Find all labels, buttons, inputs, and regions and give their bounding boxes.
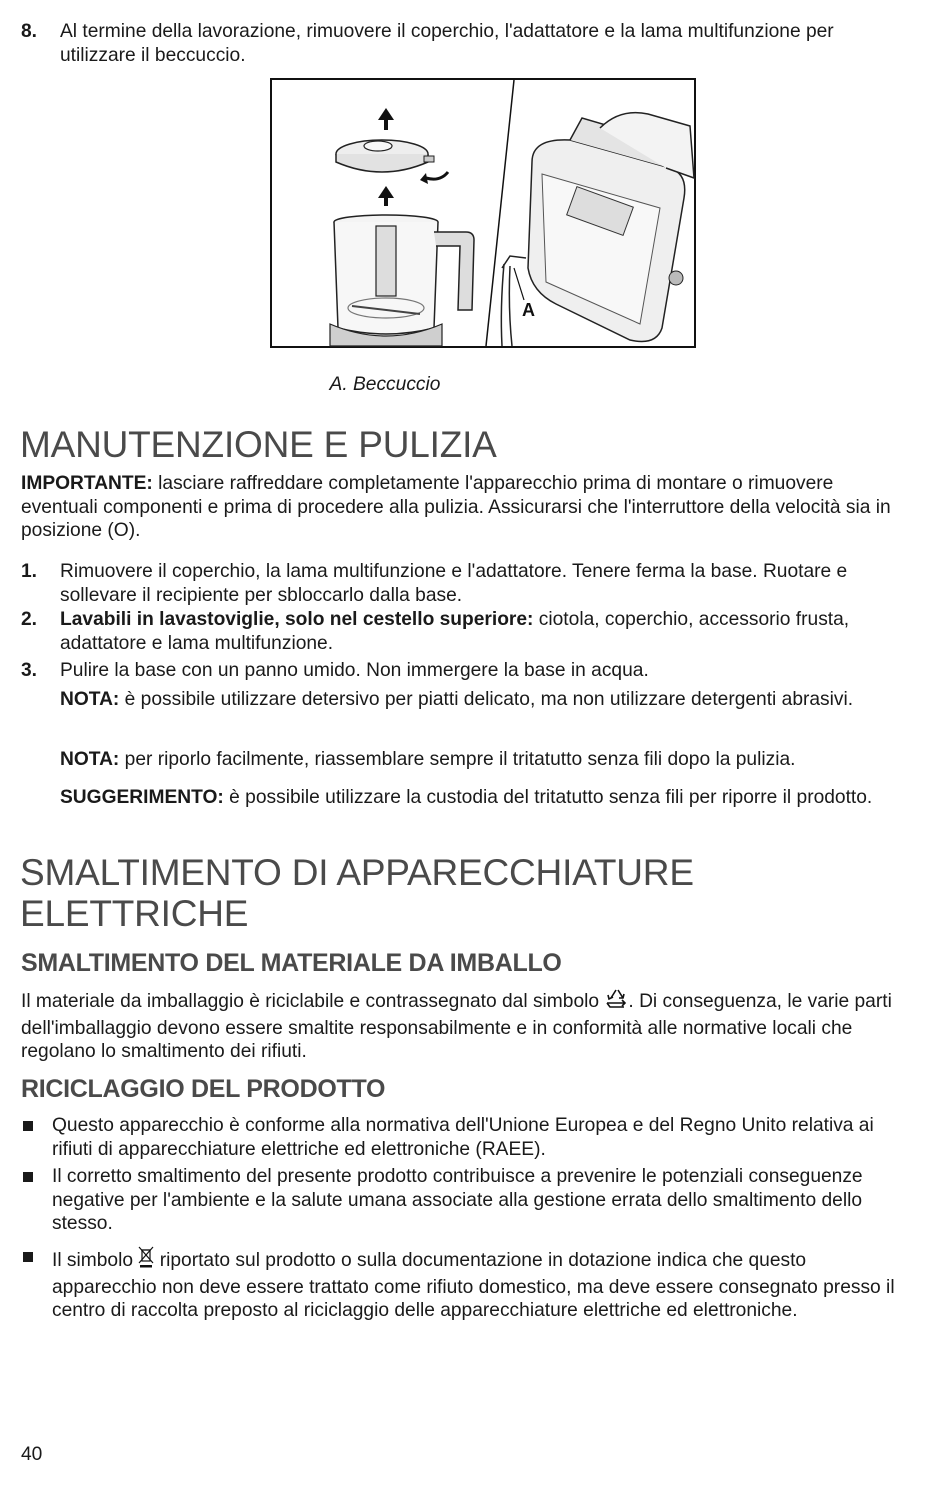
bullet-text: Questo apparecchio è conforme alla normativa dell'Unione Europea e del Regno Unito relativa ai rifiuti di apparecchiature elettriche ed elettroniche (RAEE). [52, 1115, 874, 1160]
maintenance-step-3 [21, 659, 911, 683]
note-text: per riporlo facilmente, riassemblare sempre il tritatutto senza fili dopo la pulizia. [119, 749, 796, 770]
recycling-bullet-1 [21, 1114, 911, 1161]
step-number: 8. [21, 21, 38, 42]
step-rest-text: ciotola, coperchio, accessorio frusta, adattatore e lama multifunzione. [60, 609, 850, 654]
note-1 [60, 688, 910, 712]
step-text [60, 608, 911, 655]
figure-caption: A. Beccuccio [329, 374, 441, 395]
bullet-square-icon [23, 1121, 33, 1131]
note-text: è possibile utilizzare detersivo per piatti delicato, ma non utilizzare detergenti abrasivi. [119, 689, 854, 710]
disposal-heading-line-1: SMALTIMENTO DI APPARECCHIATURE [20, 852, 694, 893]
step-bold-text: Lavabili in lavastoviglie, solo nel cestello superiore: [60, 609, 534, 630]
recycling-bullet-3 [21, 1245, 911, 1323]
bullet-square-icon [23, 1172, 33, 1182]
important-paragraph [21, 472, 911, 543]
step-text: Pulire la base con un panno umido. Non immergere la base in acqua. [60, 660, 649, 681]
note-label: NOTA: [60, 749, 120, 770]
step-number: 3. [21, 660, 38, 681]
note-label: SUGGERIMENTO: [60, 787, 224, 808]
disposal-heading [20, 852, 920, 934]
step-8 [21, 20, 911, 67]
illustration-svg [270, 78, 696, 348]
important-label: IMPORTANTE: [21, 473, 153, 494]
maintenance-step-1 [21, 560, 911, 607]
packaging-text-before: Il materiale da imballaggio è riciclabile e contrassegnato dal simbolo [21, 991, 605, 1012]
important-text: lasciare raffreddare completamente l'apparecchio prima di montare o rimuovere eventuali componenti e prima di procedere alla pulizia. Assicurarsi che l'interruttore della velocità sia in posizione (O). [21, 473, 891, 541]
maintenance-heading: MANUTENZIONE E PULIZIA [20, 424, 497, 465]
crossed-bin-icon [138, 1245, 154, 1276]
tip-note [60, 786, 910, 810]
recycling-bullet-2 [21, 1165, 911, 1236]
recycling-heading: RICICLAGGIO DEL PRODOTTO [21, 1075, 386, 1103]
packaging-text-after: . Di conseguenza, le varie parti dell'imballaggio devono essere smaltite responsabilmente e in conformità alle normative locali che regolano lo smaltimento dei rifiuti. [21, 991, 892, 1062]
packaging-heading: SMALTIMENTO DEL MATERIALE DA IMBALLO [21, 949, 562, 977]
step-number: 2. [21, 609, 38, 630]
packaging-paragraph [21, 988, 911, 1064]
step-text: Rimuovere il coperchio, la lama multifunzione e l'adattatore. Tenere ferma la base. Ruotare e sollevare il recipiente per sbloccarlo dalla base. [60, 561, 848, 606]
recycle-icon [604, 988, 628, 1017]
bullet-text [52, 1245, 911, 1323]
note-2 [60, 748, 910, 772]
assembly-illustration [270, 78, 696, 348]
step-number: 1. [21, 561, 38, 582]
step-text: Al termine della lavorazione, rimuovere il coperchio, l'adattatore e la lama multifunzione per utilizzare il beccuccio. [60, 21, 834, 66]
disposal-heading-line-2: ELETTRICHE [20, 893, 249, 934]
figure-label-a: A [522, 300, 535, 320]
bullet-text: Il corretto smaltimento del presente prodotto contribuisce a prevenire le potenziali conseguenze negative per l'ambiente e la salute umana associate alla gestione errata dello smaltimento dello stesso. [52, 1166, 863, 1234]
note-label: NOTA: [60, 689, 120, 710]
bullet-text-before: Il simbolo [52, 1250, 139, 1271]
page-number: 40 [21, 1444, 43, 1465]
note-text: è possibile utilizzare la custodia del tritatutto senza fili per riporre il prodotto. [223, 787, 873, 808]
bullet-square-icon [23, 1252, 33, 1262]
bullet-text-after: riportato sul prodotto o sulla documentazione in dotazione indica che questo apparecchio non deve essere trattato come rifiuto domestico, ma deve essere consegnato presso il centro di raccolta preposto al riciclaggio delle apparecchiature elettriche ed elettroniche. [52, 1250, 895, 1321]
maintenance-step-2 [21, 608, 911, 655]
